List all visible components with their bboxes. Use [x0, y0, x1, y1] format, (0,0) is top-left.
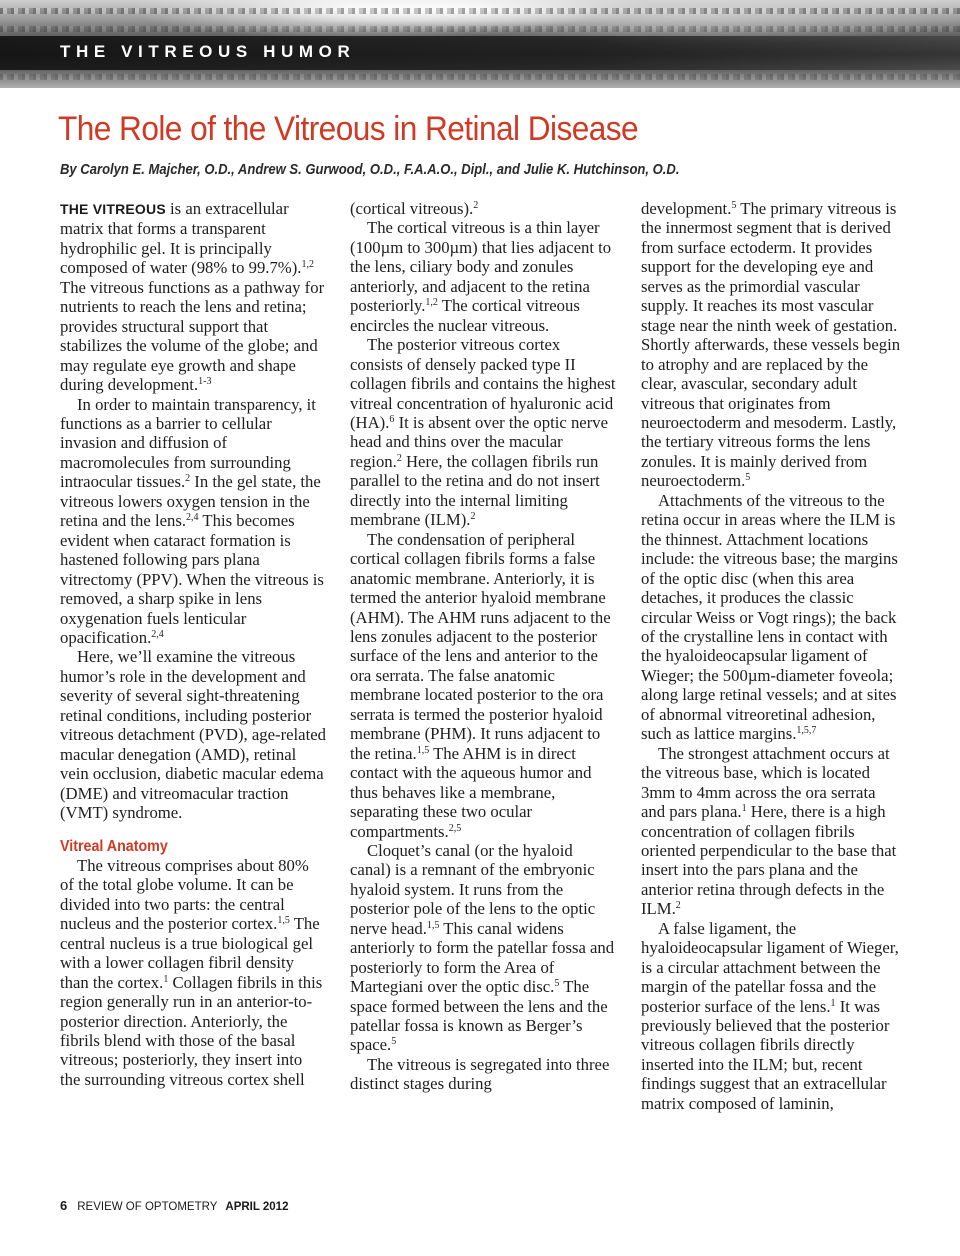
- citation: 2,4: [151, 628, 164, 640]
- paragraph: [350, 841, 616, 1055]
- citation: 5: [554, 978, 560, 990]
- citation: 1: [741, 803, 747, 815]
- text: Attachments of the vitreous to the retina occur in areas where the ILM is the thinnest. Attachment locations include: the vitreous base; the margins of the optic disc (when this area detaches, it produces the classic circular Weiss or Vogt rings); the back of the crystalline lens in contact with the hyaloideocapsular ligament of Wieger; the 500µm-diameter foveola; along large retinal vessels; and at sites of abnormal vitreoretinal adhesion, such as lattice margins.: [641, 490, 898, 744]
- text: Here, there is a high concentration of collagen fibrils oriented perpendicular to the base that insert into the pars plana and the anterior retina through defects in the ILM.: [641, 802, 897, 919]
- text: The space formed between the lens and the patellar fossa is known as Berger’s space.: [350, 977, 608, 1055]
- text: The primary vitreous is the innermost segment that is derived from surface ectoderm. It provides support for the developing eye and serves as the primordial vascular supply. It reaches its most vascular stage near the ninth week of gestation. Shortly afterwards, these vessels begin to atrophy and are replaced by the clear, avascular, secondary adult vitreous that originates from neuroectoderm and mesoderm. Lastly, the tertiary vitreous forms the lens zonules. It is mainly derived from neuroectoderm.: [641, 199, 901, 491]
- paragraph: [60, 199, 326, 395]
- page-number: 6: [60, 1198, 68, 1213]
- text: The cortical vitreous encircles the nuclear vitreous.: [350, 296, 580, 335]
- citation: 5: [391, 1036, 397, 1048]
- paragraph: [641, 919, 903, 1114]
- text: In order to maintain transparency, it functions as a barrier to cellular invasion and diffusion of macromolecules from surrounding intraocular tissues.: [60, 394, 316, 492]
- paragraph: [350, 218, 616, 335]
- banner-highlight: [240, 0, 660, 28]
- text: The condensation of peripheral cortical collagen fibrils forms a false anatomic membrane. Anteriorly, it is termed the anterior hyaloid membrane (AHM). The AHM runs adjacent to the lens zonules adjacent to the posterior surface of the lens and anterior to the ora serrata. The false anatomic membrane located posterior to the ora serrata is termed the posterior hyaloid membrane (PHM). It runs adjacent to the retina.: [350, 529, 611, 763]
- section-heading: Vitreal Anatomy: [60, 837, 168, 855]
- citation: 2: [675, 900, 681, 912]
- banner-texture: [0, 74, 960, 80]
- text: The vitreous functions as a pathway for nutrients to reach the lens and retina; provides structural support that stabilizes the volume of the globe; and may regulate eye growth and shape during development.: [60, 277, 325, 395]
- section-label: THE VITREOUS HUMOR: [60, 42, 356, 61]
- citation: 2: [470, 511, 476, 523]
- citation: 2,4: [186, 512, 199, 524]
- issue-date: APRIL 2012: [225, 1201, 289, 1213]
- article-byline: By Carolyn E. Majcher, O.D., Andrew S. Gurwood, O.D., F.A.A.O., Dipl., and Julie K. Hutchinson, O.D.: [60, 162, 680, 178]
- citation: 1: [830, 997, 836, 1009]
- citation: 2: [396, 452, 402, 464]
- paragraph: [641, 491, 903, 744]
- citation: 1,5,7: [796, 725, 817, 737]
- text: Collagen fibrils in this region generally run in an anterior-to-posterior direction. Anteriorly, the fibrils blend with those of the basal vitreous; posteriorly, they insert into the surrounding vitreous cortex shell: [60, 972, 323, 1089]
- citation: 1-3: [198, 376, 212, 388]
- article-title: The Role of the Vitreous in Retinal Disease: [58, 110, 639, 148]
- citation: 1,2: [425, 297, 438, 309]
- paragraph: [60, 856, 326, 1089]
- text: The cortical vitreous is a thin layer (100µm to 300µm) that lies adjacent to the lens, ciliary body and zonules anteriorly, and adjacent to the retina posteriorly.: [350, 218, 612, 316]
- text: is an extracellular matrix that forms a transparent hydrophilic gel. It is principally composed of water (98% to 99.7%).: [60, 199, 302, 278]
- text: In the gel state, the vitreous lowers oxygen tension in the retina and the lens.: [60, 472, 321, 531]
- paragraph: [60, 395, 326, 648]
- text: This becomes evident when cataract formation is hastened following pars plana vitrectomy (PPV). When the vitreous is removed, a sharp spike in lens oxygenation fuels lenticular opacification.: [60, 511, 324, 647]
- page-footer: [60, 1198, 288, 1213]
- paragraph: [350, 199, 616, 218]
- text: (cortical vitreous).: [350, 199, 474, 218]
- citation: 1,2: [301, 259, 314, 271]
- paragraph: Here, we’ll examine the vitreous humor’s role in the development and severity of several sight-threatening retinal conditions, including posterior vitreous detachment (PVD), age-related macular denegation (AMD), retinal vein occlusion, diabetic macular edema (DME) and vitreomacular traction (VMT) syndrome.: [60, 647, 326, 823]
- citation: 5: [745, 472, 751, 484]
- citation: 2,5: [448, 822, 462, 834]
- text-column-1: [60, 199, 326, 1089]
- citation: 1,5: [277, 915, 290, 927]
- paragraph: [641, 744, 903, 919]
- paragraph: [641, 199, 903, 491]
- text: The AHM is in direct contact with the aqueous humor and thus behaves like a membrane, separating these two ocular compartments.: [350, 743, 592, 841]
- text: It was previously believed that the posterior vitreous collagen fibrils directly inserted into the ILM; but, recent findings suggest that an extracellular matrix composed of laminin,: [641, 996, 890, 1113]
- paragraph: [350, 335, 616, 530]
- text: development.: [641, 199, 732, 218]
- text-column-3: [641, 199, 903, 1113]
- lead-in: THE VITREOUS: [60, 201, 166, 217]
- citation: 1,5: [416, 744, 430, 756]
- text-column-2: [350, 199, 616, 1094]
- paragraph: [350, 530, 616, 841]
- text: The posterior vitreous cortex consists of densely packed type II collagen fibrils and contains the highest vitreal concentration of hyaluronic acid (HA).: [350, 335, 616, 432]
- citation: 2: [185, 473, 191, 485]
- text: Here, the collagen fibrils run parallel to the retina and do not insert directly into the internal limiting membrane (ILM).: [350, 451, 600, 530]
- citation: 5: [731, 200, 737, 211]
- text: It is absent over the optic nerve head and thins over the macular region.: [350, 412, 609, 471]
- citation: 6: [389, 413, 395, 425]
- header-banner: [0, 0, 960, 88]
- banner-texture: [0, 8, 960, 14]
- citation: 2: [473, 200, 479, 211]
- publication-name: REVIEW OF OPTOMETRY: [77, 1201, 218, 1213]
- paragraph: The vitreous is segregated into three distinct stages during: [350, 1054, 610, 1094]
- text: This canal widens anteriorly to form the patellar fossa and posteriorly to form the Area of Martegiani over the optic disc.: [350, 918, 615, 997]
- text: A false ligament, the hyaloideocapsular ligament of Wieger, is a circular attachment between the margin of the patellar fossa and the posterior surface of the lens.: [641, 918, 899, 1016]
- banner-texture: [0, 26, 960, 32]
- text: The strongest attachment occurs at the vitreous base, which is located 3mm to 4mm across the ora serrata and pars plana.: [641, 743, 890, 822]
- text: The vitreous comprises about 80% of the total globe volume. It can be divided into two parts: the central nucleus and the posterior cortex.: [60, 855, 309, 934]
- text: The central nucleus is a true biological gel with a lower collagen fibril density than the cortex.: [60, 914, 320, 992]
- text: Cloquet’s canal (or the hyaloid canal) is a remnant of the embryonic hyaloid system. It runs from the posterior pole of the lens to the optic nerve head.: [350, 840, 596, 938]
- citation: 1,5: [426, 919, 440, 931]
- citation: 1: [163, 973, 169, 985]
